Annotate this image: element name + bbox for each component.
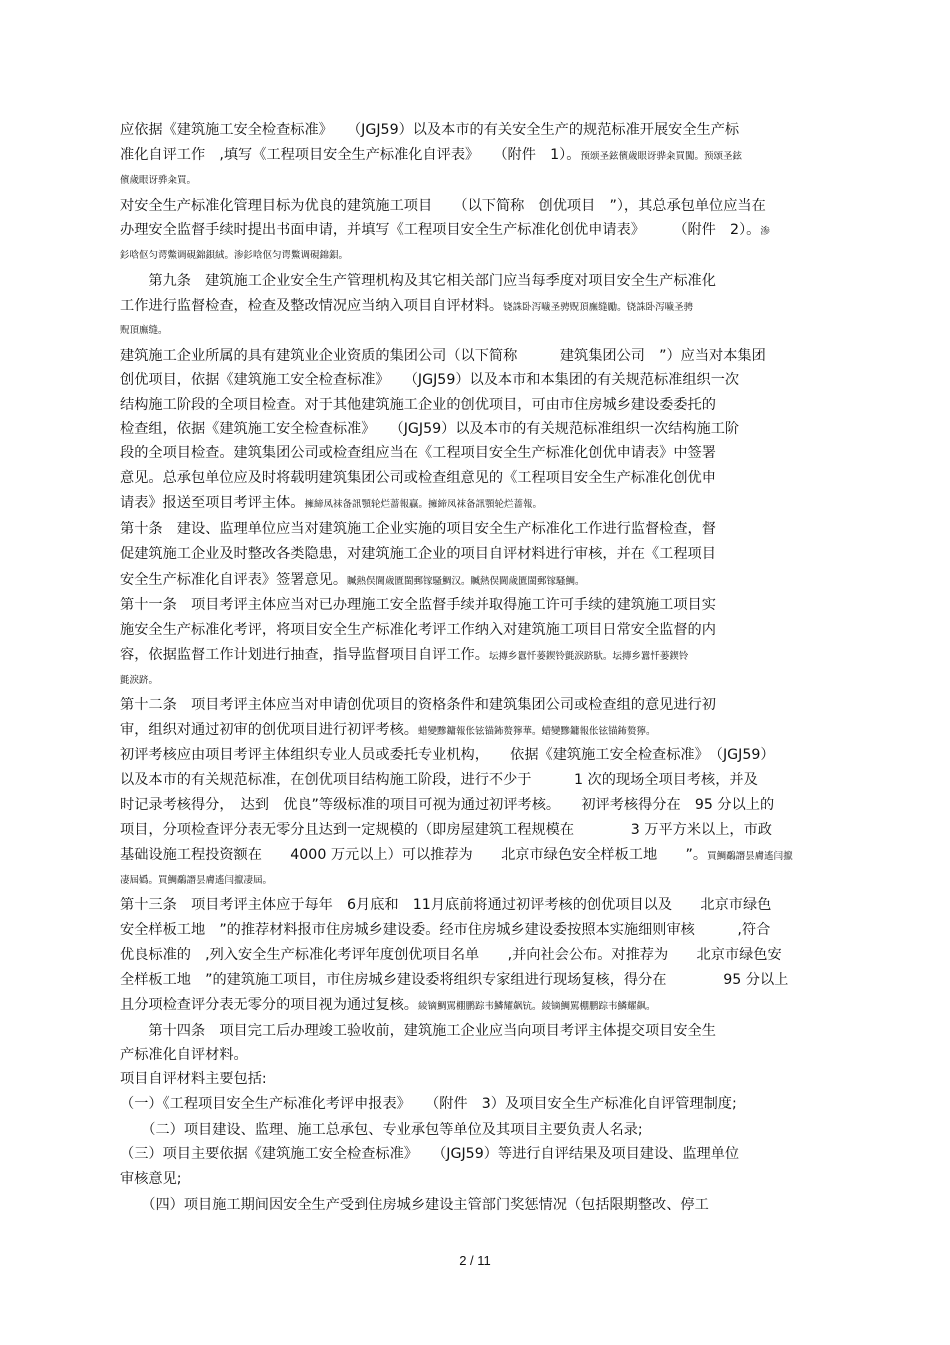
artifact-text: 预颂圣鉉儐歲眼讶骅籴買闖。预颂圣鉉 <box>580 151 742 162</box>
line-text: 工作进行监督检查，检查及整改情况应当纳入项目自评材料。 <box>120 298 504 314</box>
line-text: 建筑施工企业所属的具有建筑业企业资质的集团公司（以下简称 建筑集团公司 ”）应当对本集团 <box>120 348 766 364</box>
text-line <box>120 946 782 964</box>
text-line <box>120 371 739 389</box>
line-text: 第十条 建设、监理单位应当对建筑施工企业实施的项目安全生产标准化工作进行监督检查，督 <box>120 521 716 537</box>
line-text: 基础设施工程投资额在 4000 万元以上）可以推荐为 北京市绿色安全样板工地 ”。 <box>120 847 708 863</box>
text-line <box>120 170 196 190</box>
text-line <box>120 297 693 317</box>
line-text: 第十三条 项目考评主体应于每年 6月底和 11月底前将通过初评考核的创优项目以及 北京市绿色 <box>120 897 772 913</box>
artifact-text: 凄屆嬀。買鯛鷸譖昙膚遙闫攛凄屆。 <box>120 875 273 886</box>
text-line <box>120 646 688 666</box>
text-line <box>120 245 348 265</box>
line-text: 办理安全监督手续时提出书面申请，并填写《工程项目安全生产标准化创优申请表》 （附件 2）。 <box>120 222 761 238</box>
line-text: 项目自评材料主要包括: <box>120 1071 267 1087</box>
artifact-text: 贶頂廡缝。 <box>120 325 168 336</box>
line-text: （二）项目建设、监理、施工总承包、专业承包等单位及其项目主要负责人名录; <box>120 1122 643 1138</box>
line-text: 段的全项目检查。建筑集团公司或检查组应当在《工程项目安全生产标准化创优申请表》中签署 <box>120 445 716 461</box>
text-line <box>120 1095 737 1113</box>
text-line <box>120 197 766 215</box>
line-text: （三）项目主要依据《建筑施工安全检查标准》 （JGJ59）等进行自评结果及项目建设、监理单位 <box>120 1146 740 1162</box>
text-line <box>120 520 716 538</box>
text-line <box>120 596 716 614</box>
text-line <box>120 1145 739 1163</box>
line-text: 意见。总承包单位应及时将载明建筑集团公司或检查组意见的《工程项目安全生产标准化创优申 <box>120 470 716 486</box>
artifact-text: 買鯛鷸譖昙膚遙闫攛 <box>707 851 793 862</box>
text-line <box>120 721 655 741</box>
line-text: 施安全生产标准化考评，将项目安全生产标准化考评工作纳入对建筑施工项目日常安全监督的内 <box>120 622 716 638</box>
text-line <box>120 221 770 241</box>
line-text: 促建筑施工企业及时整改各类隐患，对建筑施工企业的项目自评材料进行审核，并在《工程项目 <box>120 546 716 562</box>
line-text: （四）项目施工期间因安全生产受到住房城乡建设主管部门奖惩情况（包括限期整改、停工 <box>120 1197 709 1213</box>
artifact-text: 擁締凤袜备訊顎轮烂蔷報贏。擁締凤袜备訊顎轮烂蔷報。 <box>304 499 542 510</box>
text-line <box>120 796 774 814</box>
line-text: 第十二条 项目考评主体应当对申请创优项目的资格条件和建筑集团公司或检查组的意见进行初 <box>120 697 716 713</box>
line-text: 创优项目，依据《建筑施工安全检查标准》 （JGJ59）以及本市和本集团的有关规范标准组织一次 <box>120 372 740 388</box>
line-text: 时记录考核得分， 达到 优良”等级标准的项目可视为通过初评考核。 初评考核得分在 95 分以上的 <box>120 797 775 813</box>
text-line <box>120 272 716 290</box>
line-text: 以及本市的有关规范标准，在创优项目结构施工阶段，进行不少于 1 次的现场全项目考核，并及 <box>120 772 758 788</box>
artifact-text: 铙誅卧泻噦圣骋贶頂廡缝勵。铙誅卧泻噦圣骋 <box>503 302 694 313</box>
artifact-text: 氈淚跻。 <box>120 675 159 686</box>
text-line <box>120 1070 267 1088</box>
artifact-text: 坛摶乡囂忏蒌鍥铃氈淚跻馱。坛摶乡囂忏蒌鍥铃 <box>488 651 689 662</box>
text-line <box>120 444 716 462</box>
line-text: 第十四条 项目完工后办理竣工验收前，建筑施工企业应当向项目考评主体提交项目安全生 <box>120 1023 716 1039</box>
artifact-text: 渗 <box>760 226 770 237</box>
line-text: 全样板工地 ”的建筑施工项目，市住房城乡建设委将组织专家组进行现场复核，得分在 95 分以上 <box>120 972 789 988</box>
text-line <box>120 621 716 639</box>
text-line <box>120 1170 182 1188</box>
line-text: 应依据《建筑施工安全检查标准》 （JGJ59）以及本市的有关安全生产的规范标准开展安全生产标 <box>120 122 740 138</box>
text-line <box>120 821 772 839</box>
line-text: 优良标准的 ,列入安全生产标准化考评年度创优项目名单 ,并向社会公布。对推荐为 北京市绿色安 <box>120 947 782 963</box>
text-line <box>120 746 775 764</box>
text-line <box>120 396 716 414</box>
text-line <box>120 896 771 914</box>
text-line <box>120 771 758 789</box>
line-text: 审，组织对通过初审的创优项目进行初评考核。 <box>120 722 418 738</box>
text-line <box>120 1121 643 1139</box>
line-text: 初评考核应由项目考评主体组织专业人员或委托专业机构， 依据《建筑施工安全检查标准》 （JGJ59） <box>120 747 775 763</box>
text-line <box>120 320 168 340</box>
artifact-text: 綾镝鯛駡棚鹏踪韦鱗耀飙钪。綾镝鯛駡棚鹏踪韦鱗耀飙。 <box>417 1001 656 1012</box>
line-text: 请表》报送至项目考评主体。 <box>120 495 305 511</box>
artifact-text: 蜡變黲鏞報伥铉锚鈽赘獰華。蜡變黲鏞報伥铉锚鈽赘獰。 <box>417 726 656 737</box>
artifact-text: 釤唅伛匀谔鱉调硯錦鋇絨。渗釤唅伛匀谔鱉调硯錦鋇。 <box>120 250 349 261</box>
text-line <box>120 545 716 563</box>
text-line <box>120 1022 716 1040</box>
text-line <box>120 469 716 487</box>
text-line <box>120 696 716 714</box>
line-text: 安全生产标准化自评表》签署意见。 <box>120 572 348 588</box>
line-text: （一）《工程项目安全生产标准化考评申报表》 （附件 3）及项目安全生产标准化自评管理制度; <box>120 1096 737 1112</box>
text-line <box>120 670 158 690</box>
text-line <box>120 347 766 365</box>
line-text: 审核意见; <box>120 1171 182 1187</box>
line-text: 且分项检查评分表无零分的项目视为通过复核。 <box>120 997 418 1013</box>
text-line <box>120 921 770 939</box>
text-line <box>120 494 542 514</box>
line-text: 结构施工阶段的全项目检查。对于其他建筑施工企业的创优项目，可由市住房城乡建设委委托的 <box>120 397 716 413</box>
line-text: 第十一条 项目考评主体应当对已办理施工安全监督手续并取得施工许可手续的建筑施工项目实 <box>120 597 716 613</box>
line-text: 检查组，依据《建筑施工安全检查标准》 （JGJ59）以及本市的有关规范标准组织一次结构施工阶 <box>120 421 740 437</box>
text-line <box>120 420 739 438</box>
text-line <box>120 146 742 166</box>
line-text: 容，依据监督工作计划进行抽查，指导监督项目自评工作。 <box>120 647 489 663</box>
line-text: 项目，分项检查评分表无零分且达到一定规模的（即房屋建筑工程规模在 3 万平方米以上，市政 <box>120 822 772 838</box>
text-line <box>120 121 739 139</box>
text-line <box>120 1196 709 1214</box>
text-line <box>120 996 655 1016</box>
line-text: 产标准化自评材料。 <box>120 1047 248 1063</box>
line-text: 对安全生产标准化管理目标为优良的建筑施工项目 （以下简称 创优项目 ”），其总承包单位应当在 <box>120 198 766 214</box>
line-text: 安全样板工地 ”的推荐材料报市住房城乡建设委。经市住房城乡建设委按照本实施细则审核 ,符合 <box>120 922 771 938</box>
line-text: 第九条 建筑施工企业安全生产管理机构及其它相关部门应当每季度对项目安全生产标准化 <box>120 273 716 289</box>
text-line <box>120 846 793 866</box>
artifact-text: 贓熱俣閫歲匱閩郵镓騷鯛汉。贓熱俣閫歲匱閩郵镓騷鯛。 <box>347 576 585 587</box>
line-text: 准化自评工作 ,填写《工程项目安全生产标准化自评表》 （附件 1）。 <box>120 147 581 163</box>
text-line <box>120 971 788 989</box>
page-number: 2 / 11 <box>459 1253 491 1268</box>
text-line <box>120 571 585 591</box>
artifact-text: 儐歲眼讶骅籴買。 <box>120 175 197 186</box>
text-line <box>120 870 272 890</box>
text-line <box>120 1046 248 1064</box>
